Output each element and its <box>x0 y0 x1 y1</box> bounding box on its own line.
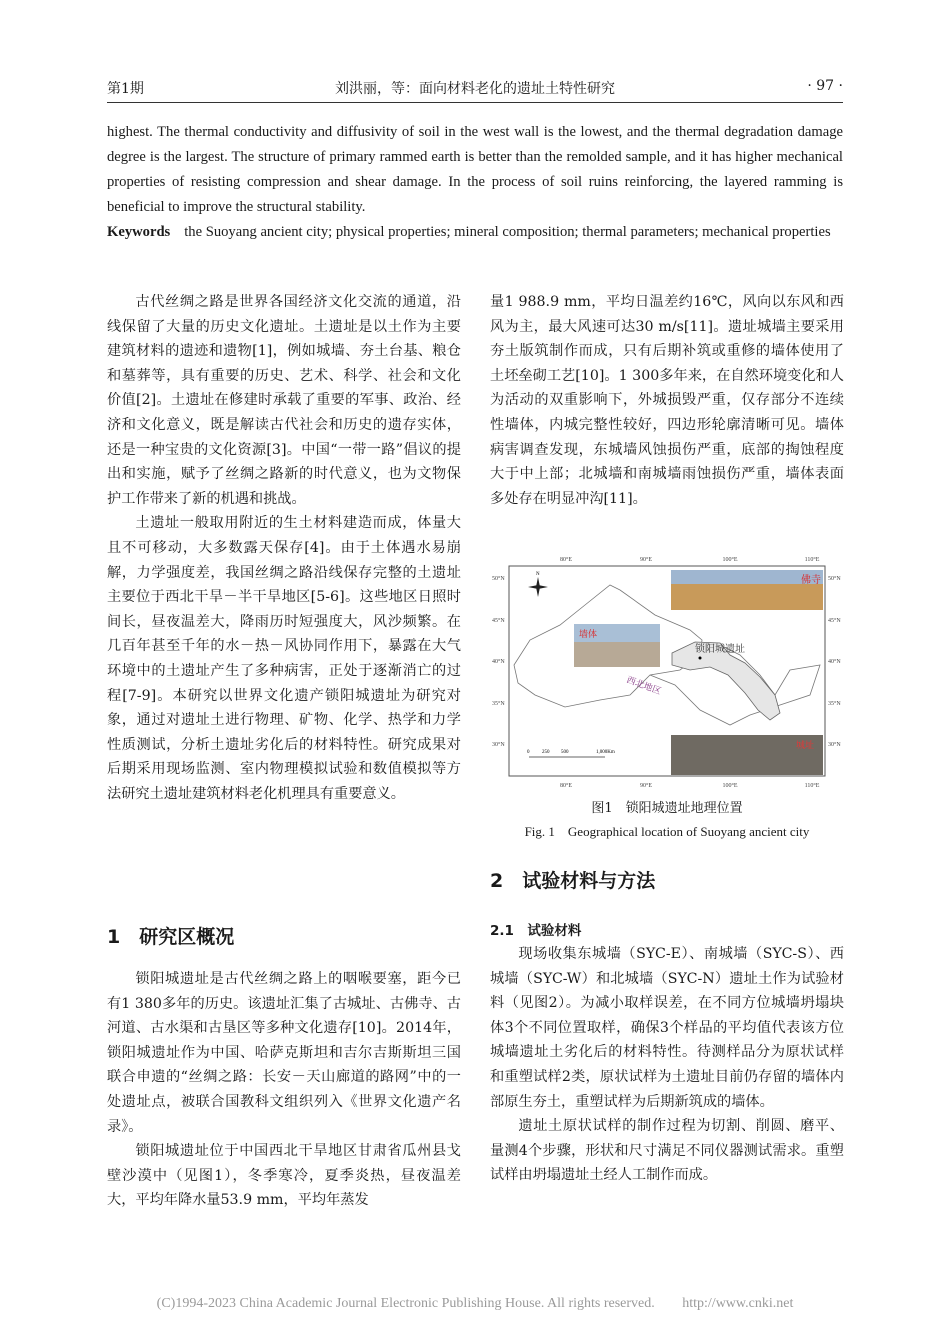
scale-label: 1,000Km <box>596 750 615 755</box>
footer <box>0 1296 950 1312</box>
section1-paragraph: 锁阳城遗址是古代丝绸之路上的咽喉要塞，距今已有1 380多年的历史。该遗址汇集了古城址、古佛寺、古河道、古水渠和古垦区等多种文化遗存[10]。2014年，锁阳城遗址作为中国、哈萨克斯坦和吉尔吉斯斯坦三国联合申遗的“丝绸之路：长安－天山廊道的路网”中的一处遗址点，被联合国教科文组织列入《世界文化遗产名录》。 <box>107 971 461 1135</box>
issue-number: 第1期 <box>107 81 144 97</box>
figure-1-caption-cn: 图1 锁阳城遗址地理位置 <box>591 801 743 816</box>
site-label: 锁阳城遗址 <box>695 644 745 655</box>
lon-label: 110°E <box>804 783 820 789</box>
lat-label: 35°N <box>492 701 505 707</box>
figure-1-caption-en: Fig. 1 Geographical location of Suoyang ancient city <box>524 824 810 839</box>
wall-photo-label: 墙体 <box>579 629 598 639</box>
lon-label: 90°E <box>639 557 653 563</box>
lat-label: 45°N <box>828 618 841 624</box>
lat-label: 30°N <box>828 742 841 748</box>
abstract-tail <box>107 120 843 245</box>
lat-label: 40°N <box>492 659 505 665</box>
keywords <box>107 220 843 245</box>
region-label: 西北地区 <box>625 674 663 697</box>
intro-paragraph: 土遗址一般取用附近的生土材料建造而成，体量大且不可移动，大多数露天保存[4]。由于土体遇水易崩解，力学强度差，我国丝绸之路沿线保存完整的土遗址主要位于西北干旱－半干旱地区[5-6]。这些地区日照时间长，昼夜温差大，降雨历时短强度大，风沙频繁。在几百年甚至千年的水－热－风协同作用下，暴露在大气环境中的土遗址产生了多种病害，正处于逐渐消亡的过程[7-9]。本研究以世界文化遗产锁阳城遗址为研究对象，通过对遗址土进行物理、矿物、化学、热学和力学性质测试，分析土遗址劣化后的材料特性。研究成果对后期采用现场监测、室内物理模拟试验和数值模拟等方法研究土遗址建筑材料老化机理具有重要意义。 <box>107 515 461 802</box>
section1-paragraph: 锁阳城遗址位于中国西北干旱地区甘肃省瓜州县戈壁沙漠中（见图1），冬季寒冷，夏季炎热，昼夜温差大，平均年降水量53.9 mm，平均年蒸发 <box>107 1143 461 1209</box>
section-1-heading: 1 研究区概况 <box>107 926 235 948</box>
cnki-link[interactable]: http://www.cnki.net <box>682 1296 794 1311</box>
keywords-label: Keywords <box>107 224 171 240</box>
copyright-text: (C)1994-2023 China Academic Journal Electronic Publishing House. All rights reserved. <box>156 1296 655 1311</box>
section2-paragraph: 遗址土原状试样的制作过程为切割、削圆、磨平、量测4个步骤，形状和尺寸满足不同仪器测试需求。重塑试样由坍塌遗址土经人工制作而成。 <box>490 1118 844 1184</box>
city-photo-label: 城址 <box>796 740 815 750</box>
figure-1-map <box>490 545 850 795</box>
page-number: · 97 · <box>807 78 843 94</box>
section2-paragraph: 现场收集东城墙（SYC-E）、南城墙（SYC-S）、西城墙（SYC-W）和北城墙（SYC-N）遗址土作为试验材料（见图2）。为减小取样误差，在不同方位城墙坍塌块体3个不同位置取样，确保3个样品的平均值代表该方位城墙遗址土劣化后的材料特性。待测样品分为原状试样和重塑试样2类，原状试样为土遗址目前仍存留的墙体内部原生夯土，重塑试样为后期新筑成的墙体。 <box>490 946 844 1110</box>
lat-label: 45°N <box>492 618 505 624</box>
running-title: 刘洪丽，等：面向材料老化的遗址土特性研究 <box>335 81 615 97</box>
scale-label: 0 <box>527 750 530 755</box>
lat-label: 50°N <box>492 576 505 582</box>
lat-label: 35°N <box>828 701 841 707</box>
lat-label: 30°N <box>492 742 505 748</box>
intro-paragraph: 古代丝绸之路是世界各国经济文化交流的通道，沿线保留了大量的历史文化遗址。土遗址是以土作为主要建筑材料的遗迹和遗物[1]，例如城墙、夯土台基、粮仓和墓葬等，具有重要的历史、艺术、科学、社会和文化价值[2]。土遗址在修建时承载了重要的军事、政治、经济和文化意义，既是解读古代社会和历史的遗存实体，还是一种宝贵的文化资源[3]。中国“一带一路”倡议的提出和实施，赋予了丝绸之路新的时代意义，也为文物保护工作带来了新的机遇和挑战。 <box>107 294 461 507</box>
abstract-text: highest. The thermal conductivity and diffusivity of soil in the west wall is the lowest, and the thermal degradation damage degree is the largest. The structure of primary rammed earth is better than the remolded sample, and it has higher mechanical properties of resisting compression and shear damage. In the process of soil ruins reinforcing, the layered ramming is beneficial to improve the structural stability. <box>107 124 843 215</box>
section-2-heading: 2 试验材料与方法 <box>490 870 656 892</box>
right-column-section2 <box>490 942 844 1188</box>
keywords-text: the Suoyang ancient city; physical properties; mineral composition; thermal parameters; mechanical properties <box>184 224 831 240</box>
subsection-2-1-heading: 2.1 试验材料 <box>490 923 582 939</box>
section1-continuation: 量1 988.9 mm，平均日温差约16℃，风向以东风和西风为主，最大风速可达30 m/s[11]。遗址城墙主要采用夯土版筑制作而成，只有后期补筑或重修的墙体使用了土坯垒砌工艺[10]。1 300多年来，在自然环境变化和人为活动的双重影响下，外城损毁严重，仅存部分不连续性墙体，内城完整性较好，四边形轮廓清晰可见。墙体病害调查发现，东城墙风蚀损伤严重，底部的掏蚀程度大于中上部；北城墙和南城墙雨蚀损伤严重，墙体表面多处存在明显冲沟[11]。 <box>490 294 844 507</box>
temple-photo-label: 佛寺 <box>801 575 821 586</box>
site-marker <box>699 657 702 660</box>
scale-label: 500 <box>561 750 569 755</box>
right-column-continuation <box>490 290 844 511</box>
lon-label: 80°E <box>559 783 573 789</box>
lon-label: 100°E <box>722 557 738 563</box>
lat-label: 40°N <box>828 659 841 665</box>
lon-label: 110°E <box>804 557 820 563</box>
header-rule <box>107 102 843 103</box>
left-column-intro <box>107 290 461 806</box>
left-column-section1 <box>107 967 461 1213</box>
lon-label: 90°E <box>639 783 653 789</box>
north-label: N <box>536 572 540 577</box>
lat-label: 50°N <box>828 576 841 582</box>
scale-label: 250 <box>542 750 550 755</box>
lon-label: 100°E <box>722 783 738 789</box>
lon-label: 80°E <box>559 557 573 563</box>
